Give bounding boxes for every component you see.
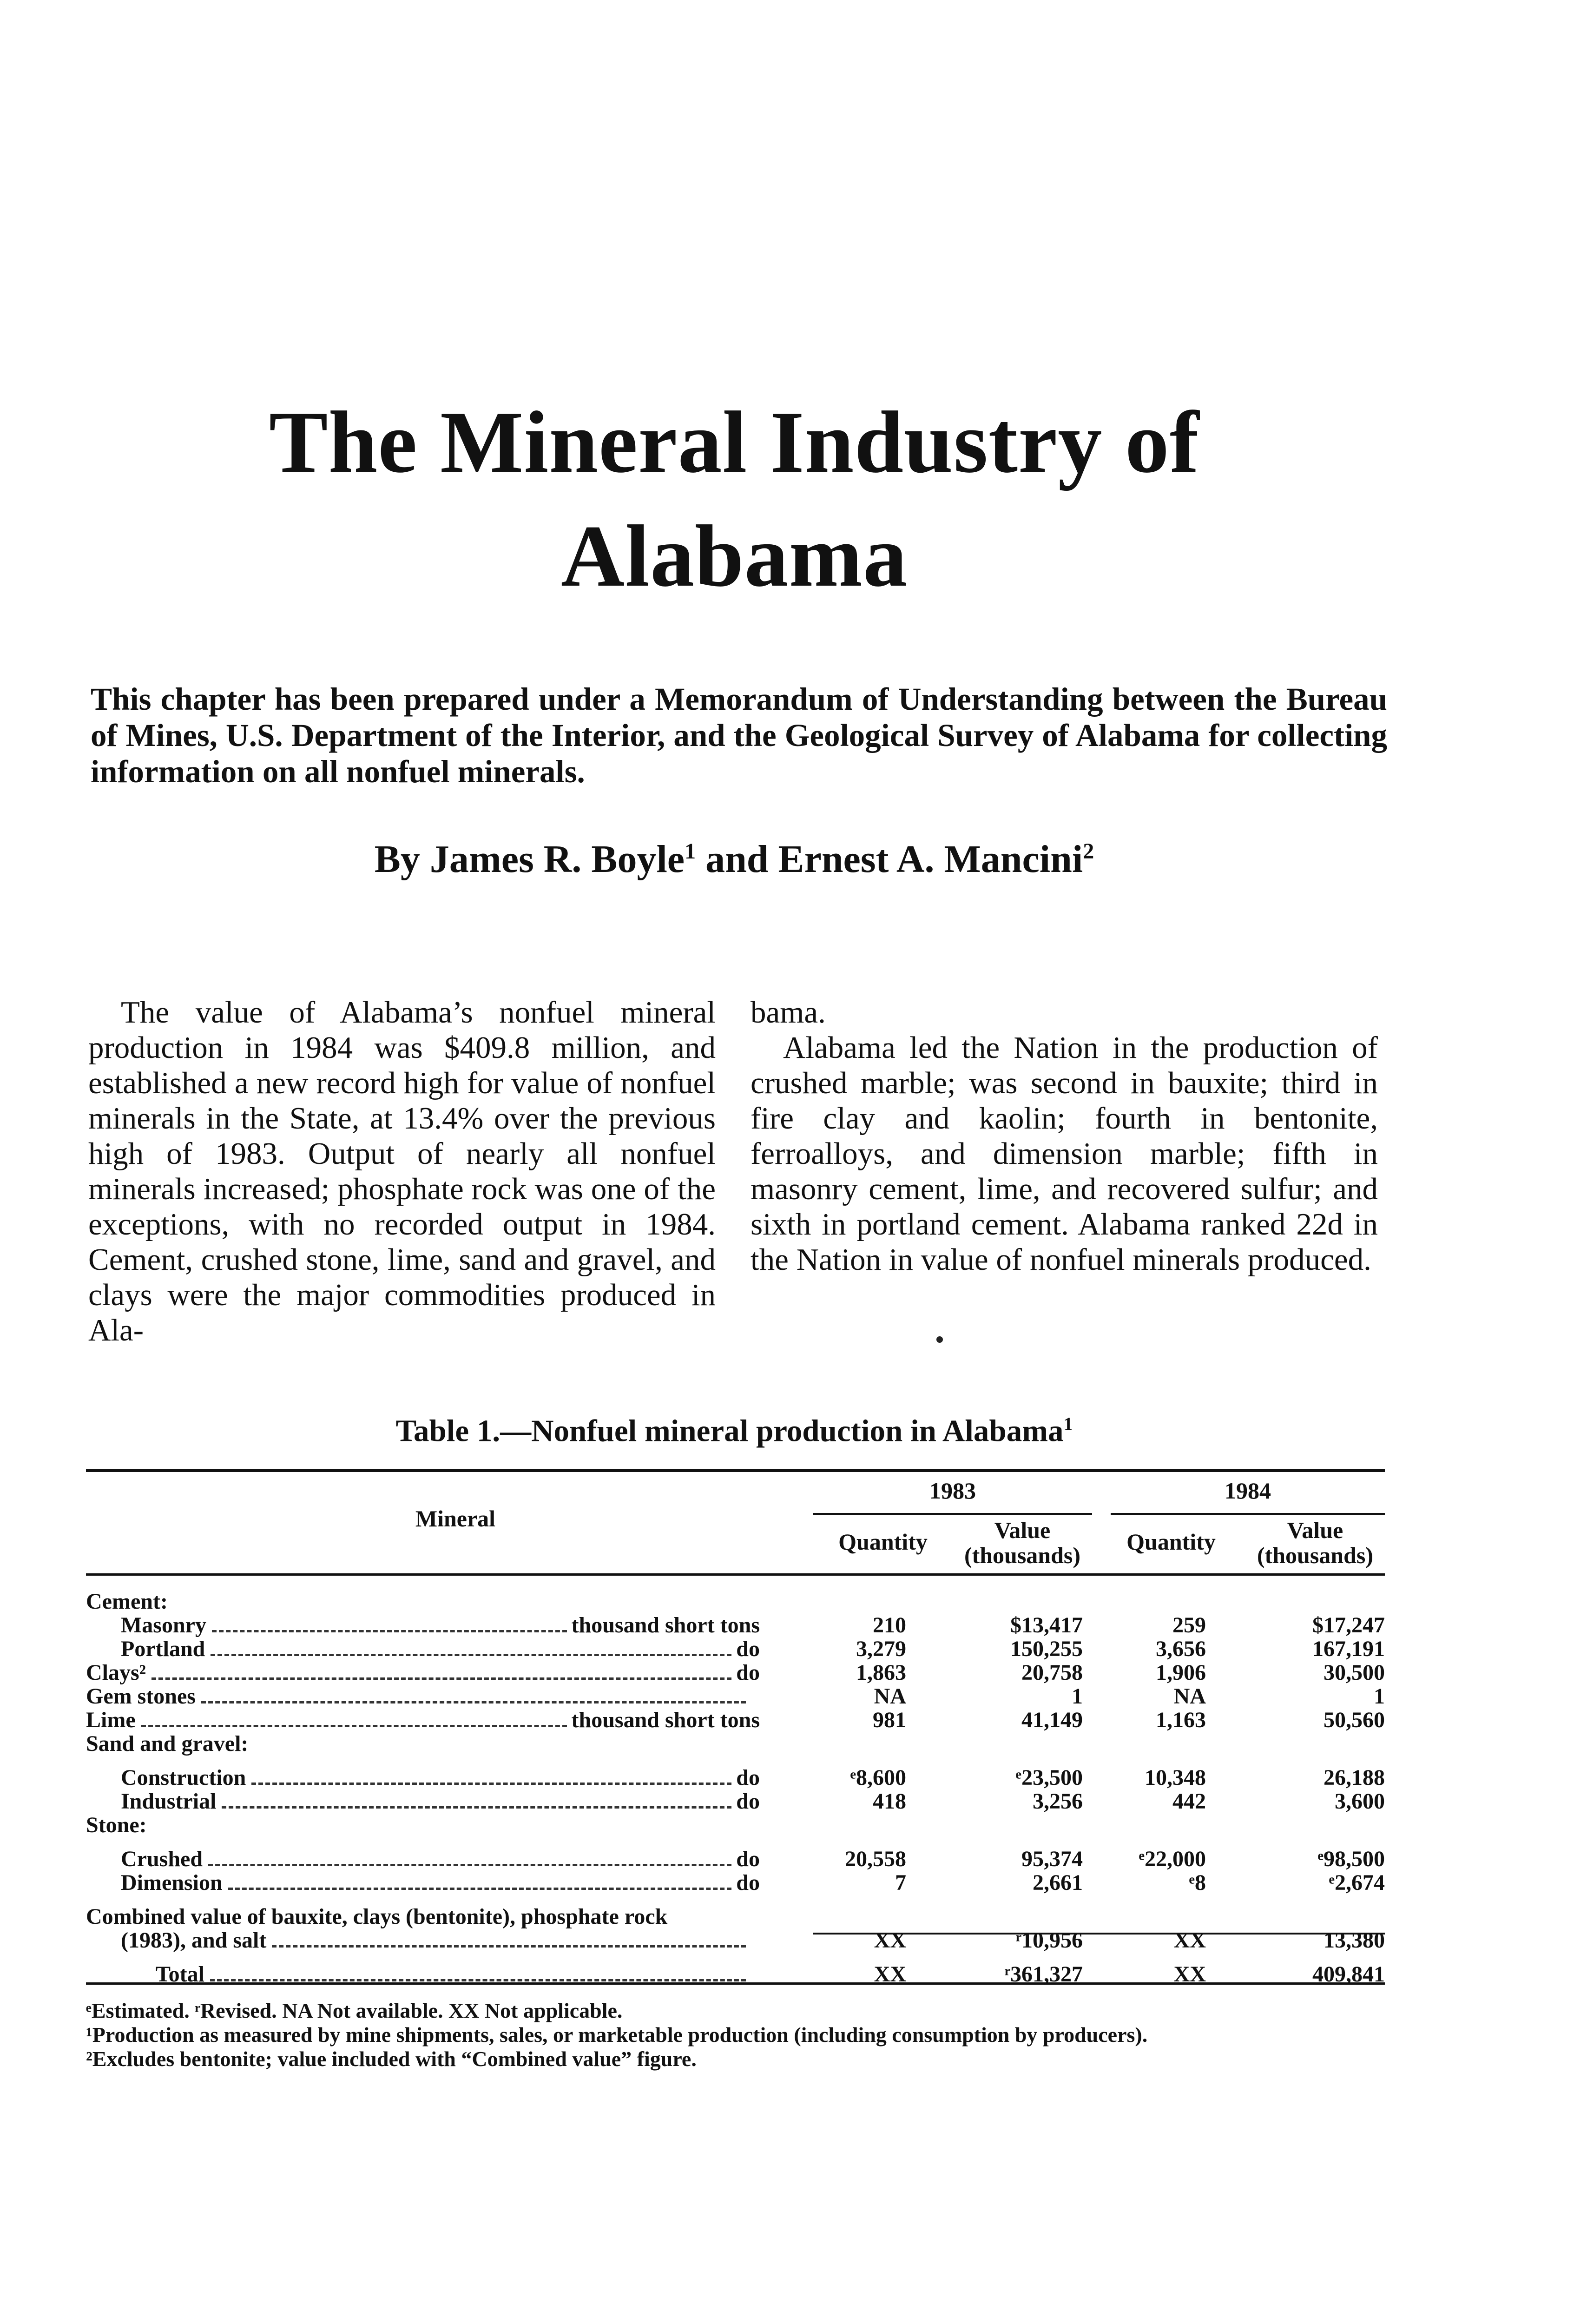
row-label: Lime [86,1708,136,1732]
header-mineral: Mineral [415,1505,496,1532]
cell-q83: ᵉ8,600 [850,1765,906,1790]
table-row [86,1847,1385,1871]
cell-q84: ᵉ8 [1189,1870,1206,1895]
cell-q84: 442 [1172,1789,1206,1814]
table-title-sup: 1 [1063,1413,1073,1434]
table-row [86,1928,1385,1952]
header-value-1984-line2: (thousands) [1257,1542,1374,1568]
header-quantity-1983: Quantity [838,1529,928,1555]
row-label: Dimension [121,1870,223,1895]
header-year-1983: 1983 [929,1478,976,1504]
header-value-1983 [948,1518,1097,1568]
table-row [86,1590,1385,1613]
header-value-1983-line2: (thousands) [964,1542,1081,1568]
title-line-1: The Mineral Industry of [269,394,1200,491]
cell-v83: 95,374 [1021,1847,1083,1871]
table-row [86,1789,1385,1813]
row-label: Clays² [86,1660,146,1685]
cell-q83: 20,558 [845,1847,906,1871]
cell-v83: 2,661 [1033,1870,1083,1895]
page-title [0,386,1468,614]
year-1983-rule [813,1513,1092,1515]
row-leader [251,1783,731,1785]
row-leader [151,1677,731,1680]
row-unit: thousand short tons [571,1613,760,1637]
cell-v83: 1 [1072,1684,1083,1709]
row-leader [228,1888,731,1890]
cell-v83: ʳ361,327 [1004,1962,1083,1987]
row-unit: thousand short tons [571,1708,760,1732]
cell-v83: ʳ10,956 [1015,1928,1083,1953]
table-body [86,1590,1385,1986]
row-unit: do [736,1789,760,1814]
cell-q83: 1,863 [856,1660,906,1685]
row-label: Cement: [86,1589,168,1614]
table-row [86,1684,1385,1708]
row-leader [212,1630,567,1632]
byline-sup-1: 1 [685,839,696,864]
stray-dot [936,1336,943,1343]
cell-v83: 150,255 [1010,1637,1083,1661]
row-label: Gem stones [86,1684,196,1709]
byline [0,837,1468,882]
byline-sup-2: 2 [1083,839,1094,864]
cell-v84: 26,188 [1324,1765,1385,1790]
header-year-1984: 1984 [1225,1478,1271,1504]
table-title-text: Table 1.—Nonfuel mineral production in Alabama [395,1413,1064,1448]
cell-v84: 3,600 [1335,1789,1385,1814]
cell-q83: XX [874,1928,906,1953]
table-row [86,1613,1385,1637]
table-row [86,1661,1385,1684]
cell-v84: ᵉ98,500 [1317,1847,1385,1871]
row-leader [141,1725,567,1727]
cell-q84: 3,656 [1156,1637,1206,1661]
footnote-1: ᵉEstimated. ʳRevised. NA Not available. XX Not applicable. [86,1999,623,2022]
row-label: Crushed [121,1847,203,1871]
row-label: Portland [121,1637,205,1661]
cell-v84: 1 [1374,1684,1385,1709]
cell-v84: $17,247 [1312,1613,1385,1637]
cell-v84: 167,191 [1312,1637,1385,1661]
row-unit: do [736,1660,760,1685]
row-leader [222,1806,731,1809]
row-label: Stone: [86,1813,147,1837]
body-paragraph-1: The value of Alabama’s nonfuel mineral production in 1984 was $409.8 million, and established a new record high for value of nonfuel minerals in the State, at 13.4% over the previous high of 1983. Output of nearly all nonfuel minerals increased; phosphate rock was one of the exceptions, with no recorded output in 1984. Cement, crushed stone, lime, sand and gravel, and clays were the major commodities produced in Ala- [88,995,716,1347]
cell-q84: 259 [1172,1613,1206,1637]
footnote-3: ²Excludes bentonite; value included with “Combined value” figure. [86,2047,697,2071]
cell-v83: 41,149 [1021,1708,1083,1732]
cell-q84: 10,348 [1145,1765,1206,1790]
body-continuation: bama. [751,995,826,1030]
cell-v84: 13,380 [1324,1928,1385,1953]
footnotes [86,1999,1147,2071]
table-row [86,1871,1385,1895]
cell-v84: 409,841 [1312,1962,1385,1987]
row-leader [208,1864,731,1866]
table-row [86,1766,1385,1789]
table-row [86,1637,1385,1661]
cell-q83: 210 [873,1613,906,1637]
byline-prefix: By James R. Boyle [374,838,685,881]
table-row [86,1708,1385,1732]
cell-q83: 7 [895,1870,906,1895]
header-value-1983-line1: Value [994,1517,1051,1543]
row-unit: do [736,1847,760,1871]
byline-middle: and Ernest A. Mancini [696,838,1083,881]
row-label: Sand and gravel: [86,1731,249,1756]
cell-q84: XX [1173,1962,1206,1987]
row-leader [272,1945,746,1948]
title-line-2: Alabama [561,508,908,605]
cell-v84: 50,560 [1324,1708,1385,1732]
header-bottom-rule [86,1573,1385,1576]
cell-v83: $13,417 [1010,1613,1083,1637]
table-row [86,1905,1385,1928]
row-label: Masonry [121,1613,206,1637]
row-label: Combined value of bauxite, clays (bentonite), phosphate rock [86,1904,668,1929]
cell-q83: 981 [873,1708,906,1732]
cell-q83: 418 [873,1789,906,1814]
year-1984-rule [1111,1513,1385,1515]
cell-q84: XX [1173,1928,1206,1953]
cell-v83: 20,758 [1021,1660,1083,1685]
cell-q84: NA [1173,1684,1206,1709]
row-label: Industrial [121,1789,217,1814]
footnote-2: ¹Production as measured by mine shipments, sales, or marketable production (including consumption by producers). [86,2023,1148,2047]
table-title [0,1413,1468,1449]
row-leader [211,1654,731,1656]
header-value-1984 [1241,1518,1389,1568]
row-leader [210,1979,746,1981]
cell-q83: XX [874,1962,906,1987]
table-row [86,1813,1385,1837]
header-value-1984-line1: Value [1287,1517,1343,1543]
cell-v84: ᵉ2,674 [1329,1870,1385,1895]
cell-q84: 1,906 [1156,1660,1206,1685]
row-label: Total [156,1962,204,1987]
table-top-rule [86,1469,1385,1472]
cell-q83: NA [874,1684,906,1709]
table-row [86,1732,1385,1756]
cell-v83: ᵉ23,500 [1015,1765,1083,1790]
preparation-note: This chapter has been prepared under a Memorandum of Understanding between the Bureau of Mines, U.S. Department of the Interior, and the Geological Survey of Alabama for collecting information on all nonfuel minerals. [91,681,1387,789]
row-leader [201,1701,746,1703]
row-label: Construction [121,1765,246,1790]
row-label: (1983), and salt [121,1928,267,1953]
cell-q84: 1,163 [1156,1708,1206,1732]
row-unit: do [736,1765,760,1790]
row-unit: do [736,1870,760,1895]
row-unit: do [736,1637,760,1661]
body-column-right [751,995,1378,1277]
table-row [86,1962,1385,1986]
cell-q83: 3,279 [856,1637,906,1661]
body-column-left [88,995,716,1348]
cell-v84: 30,500 [1324,1660,1385,1685]
header-quantity-1984: Quantity [1126,1529,1216,1555]
body-paragraph-2: Alabama led the Nation in the production of crushed marble; was second in bauxite; third in fire clay and kaolin; fourth in bentonite, ferroalloys, and dimension marble; fifth in masonry cement, lime, and recovered sulfur; and sixth in portland cement. Alabama ranked 22d in the Nation in value of nonfuel minerals produced. [751,1030,1378,1277]
cell-q84: ᵉ22,000 [1139,1847,1206,1871]
cell-v83: 3,256 [1033,1789,1083,1814]
